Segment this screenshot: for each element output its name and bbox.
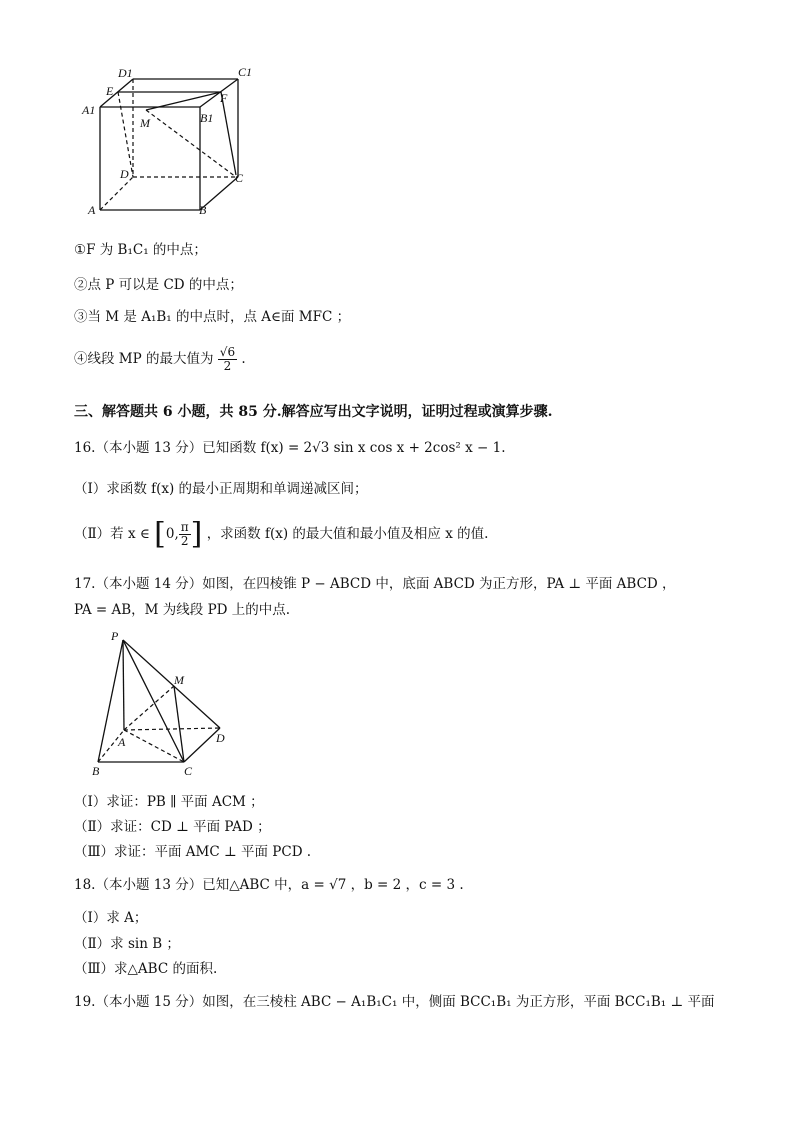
label-F: F [220,91,228,105]
left-bracket: [ [154,516,166,552]
q19-stem: 19.（本小题 15 分）如图，在三棱柱 ABC − A₁B₁C₁ 中，侧面 BCC₁B₁ 为正方形，平面 BCC₁B₁ ⊥ 平面 [74,994,715,1010]
option-4-fraction [218,346,237,373]
option-4-prefix: ④线段 MP 的最大值为 [74,351,214,368]
q18-part1: （Ⅰ）求 A； [74,910,148,926]
q17-stem-line1: 17.（本小题 14 分）如图，在四棱锥 P − ABCD 中，底面 ABCD 为正方形，PA ⊥ 平面 ABCD ， [74,576,676,592]
cube-figure [78,62,258,224]
label-D: D [120,167,129,181]
pyramid-figure [88,624,238,778]
right-bracket: ] [190,516,203,552]
label-B2: B [92,764,100,778]
label-C1: C1 [238,65,253,79]
option-4-suffix: . [241,351,246,368]
label-C2: C [184,764,193,778]
q17-part3: （Ⅲ）求证：平面 AMC ⊥ 平面 PCD . [74,844,312,860]
option-4 [74,346,246,373]
q16-frac-num: π [180,519,189,534]
label-M: M [140,116,150,130]
label-M2: M [174,673,184,687]
label-D2: D [216,731,225,745]
q16-fraction [179,521,191,548]
q16-part2-suffix: ，求函数 f(x) 的最大值和最小值及相应 x 的值. [206,526,489,542]
option-4-den: 2 [223,359,232,374]
option-2: ②点 P 可以是 CD 的中点； [74,277,243,293]
q16-interval-left: 0, [165,526,179,542]
q17-part2: （Ⅱ）求证：CD ⊥ 平面 PAD ； [74,819,271,835]
label-E: E [106,84,114,98]
label-C: C [235,171,244,185]
q18-part3: （Ⅲ）求△ABC 的面积. [74,961,218,977]
q17-part1: （Ⅰ）求证：PB ∥ 平面 ACM ； [74,794,264,810]
option-1: ①F 为 B₁C₁ 的中点； [74,242,207,258]
label-A: A [88,203,96,217]
label-A2: A [118,735,126,749]
label-B: B [199,203,207,217]
label-B1: B1 [200,111,214,125]
q16-part2-prefix: （Ⅱ）若 x ∈ [74,526,150,542]
option-4-num: √6 [219,345,236,359]
option-3: ③当 M 是 A₁B₁ 的中点时，点 A∈面 MFC ； [74,309,351,325]
section-3-heading: 三、解答题共 6 小题，共 85 分.解答应写出文字说明，证明过程或演算步骤. [74,404,553,420]
label-A1: A1 [82,103,96,117]
q17-stem-line2: PA = AB，M 为线段 PD 上的中点. [74,602,291,618]
label-P: P [111,629,119,643]
q18-stem: 18.（本小题 13 分）已知△ABC 中，a = √7 ，b = 2 ，c = 3 . [74,877,464,893]
label-D1: D1 [118,66,133,80]
q16-part2 [74,512,488,557]
q16-stem: 16.（本小题 13 分）已知函数 f(x) = 2√3 sin x cos x + 2cos² x − 1. [74,440,506,456]
q18-part2: （Ⅱ）求 sin B ； [74,936,180,952]
q16-part1: （Ⅰ）求函数 f(x) 的最小正周期和单调递减区间； [74,481,368,497]
q16-frac-den: 2 [180,534,189,548]
